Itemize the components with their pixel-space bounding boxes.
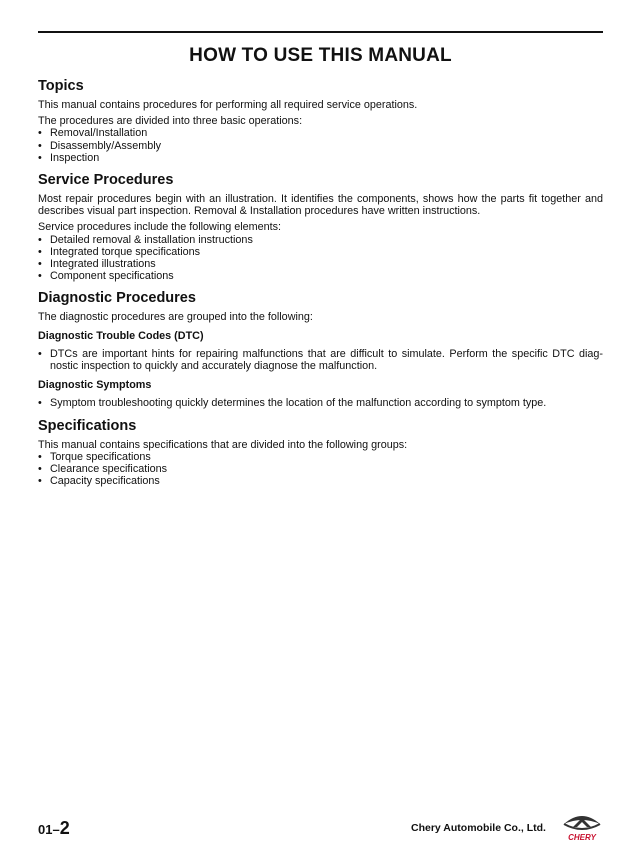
logo-wordmark: CHERY bbox=[568, 833, 596, 842]
section-service-procedures bbox=[38, 172, 603, 282]
page-title: HOW TO USE THIS MANUAL bbox=[189, 45, 452, 66]
page-content bbox=[38, 78, 603, 495]
chery-logo-icon bbox=[560, 810, 604, 842]
list-item: • Inspection bbox=[38, 152, 603, 164]
subsection-symptoms bbox=[38, 379, 603, 409]
page-number-prefix: 01– bbox=[38, 822, 60, 837]
bullet-list bbox=[38, 127, 603, 164]
bullet-list bbox=[38, 348, 603, 372]
page-number-value: 2 bbox=[59, 818, 70, 838]
list-item: • DTCs are important hints for repairing malfunctions that are difficult to simulate. Perform the specific DTC diag-nostic inspection to quickly and accurately diagnose the malfunction. bbox=[38, 348, 603, 372]
list-item: • Integrated illustrations bbox=[38, 258, 603, 270]
company-name: Chery Automobile Co., Ltd. bbox=[411, 822, 546, 834]
paragraph: This manual contains procedures for performing all required service operations. bbox=[38, 99, 418, 111]
paragraph: Most repair procedures begin with an illustration. It identifies the components, shows how the parts fit together and describes visual part inspection. Removal & Installation procedures have written instructions. bbox=[38, 193, 603, 218]
section-specifications bbox=[38, 418, 603, 488]
list-item: • Clearance specifications bbox=[38, 463, 603, 475]
section-heading-diagnostic: Diagnostic Procedures bbox=[38, 290, 196, 307]
page-number bbox=[38, 818, 70, 839]
bullet-list bbox=[38, 451, 603, 488]
paragraph: Service procedures include the following elements: bbox=[38, 221, 282, 234]
list-item: • Torque specifications bbox=[38, 451, 603, 463]
paragraph: The procedures are divided into three basic operations: bbox=[38, 115, 303, 128]
top-rule bbox=[38, 31, 603, 33]
bullet-list bbox=[38, 234, 603, 283]
list-item: • Capacity specifications bbox=[38, 475, 603, 487]
list-item: • Component specifications bbox=[38, 270, 603, 282]
bullet-list bbox=[38, 397, 603, 409]
paragraph: The diagnostic procedures are grouped into the following: bbox=[38, 311, 313, 324]
list-item: • Removal/Installation bbox=[38, 127, 603, 139]
section-topics bbox=[38, 78, 603, 164]
section-heading-specifications: Specifications bbox=[38, 417, 137, 434]
section-diagnostic-procedures bbox=[38, 290, 603, 409]
list-item: • Detailed removal & installation instructions bbox=[38, 234, 603, 246]
list-item: • Integrated torque specifications bbox=[38, 246, 603, 258]
list-item: • Disassembly/Assembly bbox=[38, 140, 603, 152]
sub-heading-symptoms: Diagnostic Symptoms bbox=[38, 379, 152, 392]
section-heading-service: Service Procedures bbox=[38, 172, 174, 189]
section-heading-topics: Topics bbox=[38, 78, 84, 94]
subsection-dtc bbox=[38, 330, 603, 373]
sub-heading-dtc: Diagnostic Trouble Codes (DTC) bbox=[38, 329, 204, 342]
list-item: • Symptom troubleshooting quickly determines the location of the malfunction according to symptom type. bbox=[38, 397, 603, 409]
paragraph: This manual contains specifications that are divided into the following groups: bbox=[38, 438, 408, 451]
